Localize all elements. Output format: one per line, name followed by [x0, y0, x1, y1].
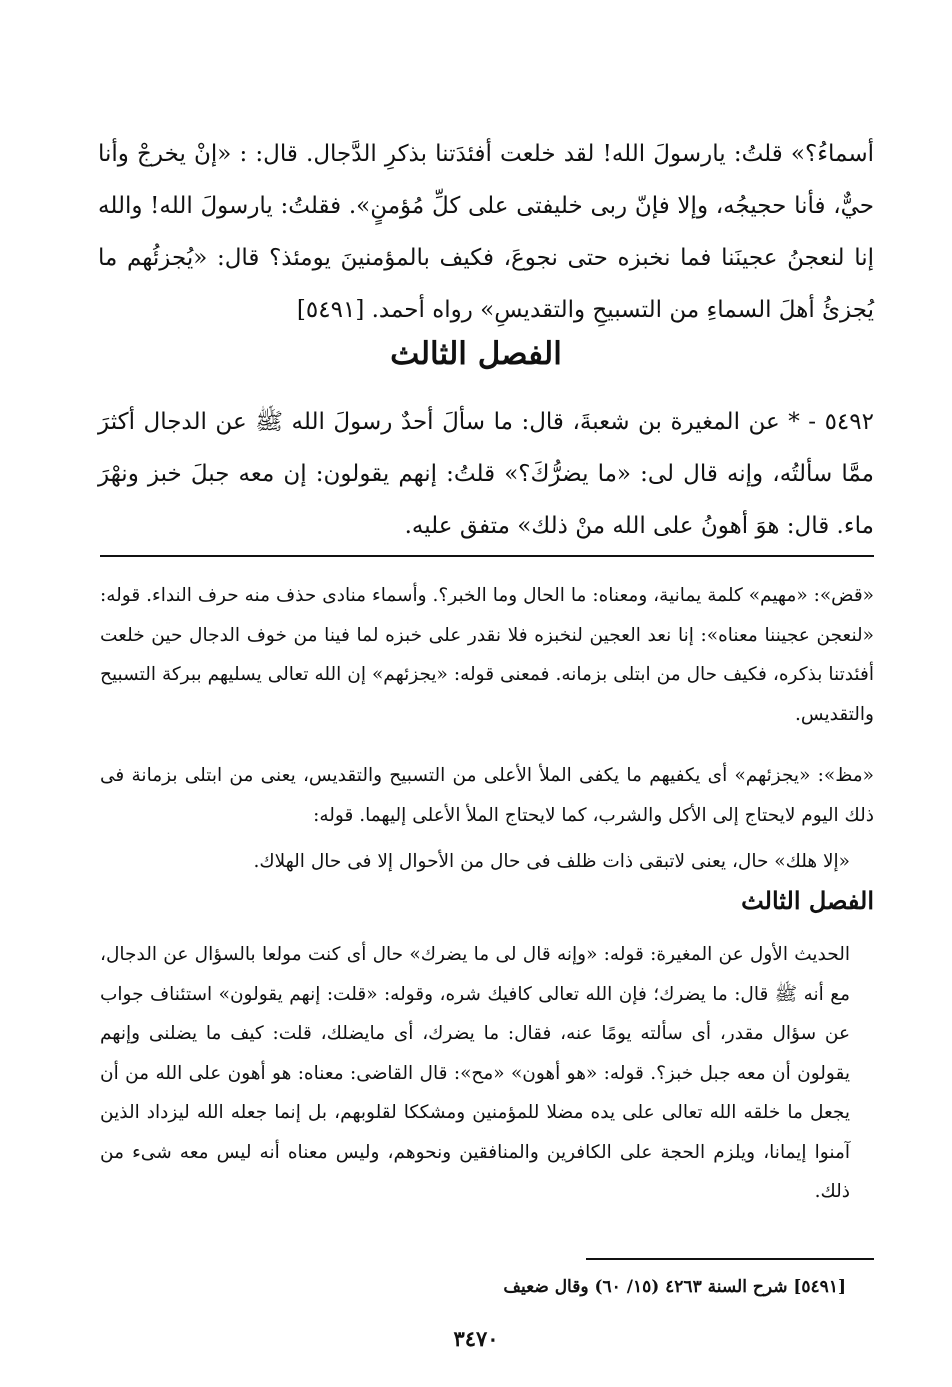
footnote-rule [586, 1258, 874, 1260]
commentary-paragraph-3: «إلا هلك» حال، يعنى لاتبقى ذات ظلف فى حال من الأحوال إلا فى حال الهلاك. [253, 851, 850, 872]
main-paragraph-1: أسماءُ؟» قلتُ: يارسولَ الله! لقد خلعت أفئدَتنا بذكرِ الدَّجال. قال: : «إنْ يخرجْ وأنا حيٌّ، فأنا حجيجُه، وإلا فإنّ ربى خليفتى على كلِّ مُؤمنٍ». فقلتُ: يارسولَ الله! والله إنا لنعجنُ عجينَنا فما نخبزه حتى نجوعَ، فكيف بالمؤمنينَ يومئذ؟ قال: «يُجزئُهم ما يُجزئُ أهلَ السماءِ من التسبيحِ والتقديسِ» رواه أحمد. [٥٤٩١] [98, 141, 875, 323]
section-title-main: الفصل الثالث [390, 336, 562, 372]
commentary-paragraph-4: الحديث الأول عن المغيرة: قوله: «وإنه قال لى ما يضرك» حال أى كنت مولعا بالسؤال عن الدجال، مع أنه ﷺ قال: ما يضرك؛ فإن الله تعالى كافيك شره، وقوله: «قلت: إنهم يقولون» استئناف جواب عن سؤال مقدر، أى سألته يومًا عنه، فقال: ما يضرك، أى مايضلك، قلت: كيف ما يضلنى وإنهم يقولون أن معه جبل خبز؟. قوله: «هو أهون» «مح»: قال القاضى: معناه: هو أهون على الله من أن يجعل ما خلقه الله تعالى على يده مضلا للمؤمنين ومشككا لقلوبهم، بل إنما جعله الله ليزداد الذين آمنوا إيمانا، ويلزم الحجة على الكافرين والمنافقين ونحوهم، وليس معناه أنه ليس معه شىء من ذلك. [100, 944, 850, 1202]
section-title-commentary: الفصل الثالث [741, 886, 874, 915]
commentary-paragraph-2: «مظ»: «يجزئهم» أى يكفيهم ما يكفى الملأ الأعلى من التسبيح والتقديس، يعنى من ابتلى بزمانة فى ذلك اليوم لايحتاج إلى الأكل والشرب، كما لايحتاج الملأ الأعلى إليهما. قوله: [100, 765, 874, 826]
page-number: ٣٤٧٠ [453, 1326, 499, 1351]
separator-rule [100, 555, 874, 557]
footnote: [٥٤٩١] شرح السنة ٤٢٦٣ (١٥/ ٦٠) وقال ضعيف [503, 1277, 846, 1297]
main-paragraph-2: ٥٤٩٢ - * عن المغيرة بن شعبةَ، قال: ما سألَ أحدٌ رسولَ الله ﷺ عن الدجال أكثرَ ممَّا سألتُه، وإنه قال لى: «ما يضرُّكَ؟» قلتُ: إنهم يقولون: إن معه جبلَ خبز ونهْرَ ماء. قال: هوَ أهونُ على الله منْ ذلك» متفق عليه. [98, 409, 874, 539]
commentary-paragraph-1: «قض»: «مهيم» كلمة يمانية، ومعناه: ما الحال وما الخبر؟. وأسماء منادى حذف منه حرف النداء. قوله: «لنعجن عجيننا معناه»: إنا نعد العجين لنخبزه فلا نقدر على خبزه لما فينا من خوف الدجال حين خلعت أفئدتنا بذكره، فكيف حال من ابتلى بزمانه. فمعنى قوله: «يجزئهم» إن الله تعالى يسليهم ببركة التسبيح والتقديس. [100, 585, 874, 725]
